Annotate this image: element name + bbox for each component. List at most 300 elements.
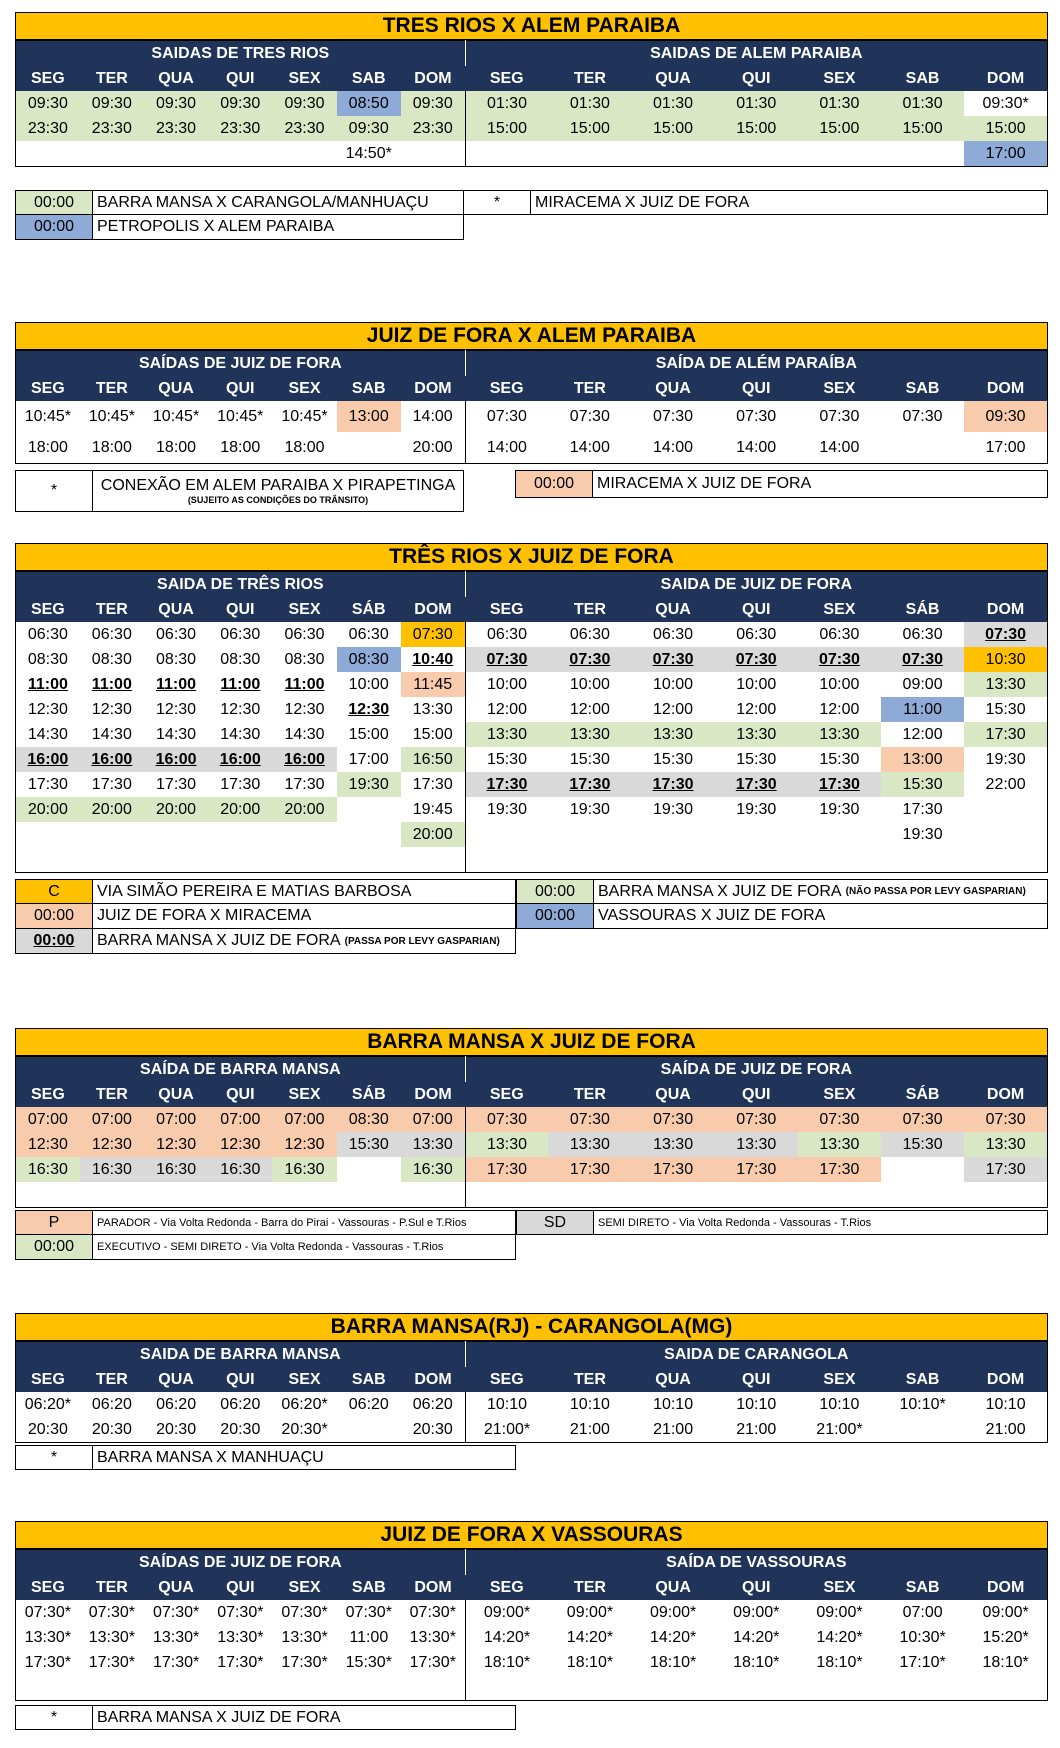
weekday-header: DOM	[964, 376, 1047, 401]
departure-time-cell: 12:30	[91, 700, 132, 718]
weekday-header: SEX	[798, 1082, 881, 1107]
departure-time-cell: 08:30	[220, 650, 261, 668]
departure-time-cell	[881, 847, 964, 873]
departure-time-cell: 13:30*	[409, 1628, 456, 1646]
departure-time-cell: 15:30	[465, 747, 548, 772]
weekday-header: TER	[80, 597, 144, 622]
departure-time-cell	[144, 1675, 208, 1701]
departure-time-cell: 18:10*	[733, 1653, 780, 1671]
legend-label: EXECUTIVO - SEMI DIRETO - Via Volta Redonda - Vassouras - T.Rios	[97, 1241, 444, 1253]
timetable	[15, 40, 1048, 167]
departure-time-cell: 17:30	[465, 1157, 548, 1182]
legend	[15, 470, 464, 512]
departure-time-cell: 10:45*	[24, 407, 71, 425]
legend-text	[93, 1211, 515, 1234]
departure-time-cell: 16:30	[208, 1157, 272, 1182]
departure-time-cell	[465, 1182, 548, 1208]
departure-time-cell	[715, 141, 798, 167]
departure-time-cell: 09:30	[80, 91, 144, 116]
departure-time-cell: 17:30	[548, 1157, 631, 1182]
legend-row	[15, 470, 464, 512]
departure-time-cell: 19:30	[465, 797, 548, 822]
weekday-header: SEG	[465, 1575, 548, 1600]
weekday-header: DOM	[964, 597, 1047, 622]
departure-time-cell: 13:30*	[281, 1628, 328, 1646]
departure-time-cell: 12:00	[569, 700, 610, 718]
departure-time-cell: 16:50	[401, 747, 465, 772]
legend-text: BARRA MANSA X MANHUAÇU	[97, 1448, 324, 1466]
weekday-header: DOM	[964, 1082, 1047, 1107]
table-row	[16, 1182, 1048, 1208]
departure-time-cell: 17:30	[220, 775, 261, 793]
departure-time-cell	[715, 847, 798, 873]
departure-time-cell: 07:30	[798, 1107, 881, 1132]
departure-time-cell	[401, 847, 465, 873]
departure-time-cell: 06:30	[819, 625, 860, 643]
departure-time-cell: 07:30	[736, 407, 777, 425]
table-row	[16, 1107, 1048, 1132]
departure-time-cell: 06:30	[569, 625, 610, 643]
table-row	[16, 747, 1048, 772]
legend-row	[464, 190, 1048, 215]
departure-time-cell: 09:00*	[566, 1603, 614, 1621]
departure-time-cell: 10:00	[569, 675, 610, 693]
weekday-header: QUA	[144, 1367, 208, 1392]
departure-time-cell: 18:00	[91, 438, 132, 456]
departure-time-cell: 15:30*	[345, 1653, 392, 1671]
departure-time-cell: 06:30	[220, 625, 261, 643]
weekday-header: SEX	[272, 1082, 336, 1107]
departure-time-cell	[272, 1675, 336, 1701]
table-row	[16, 116, 1048, 141]
section-title: JUIZ DE FORA X ALEM PARAIBA	[15, 322, 1048, 350]
departure-time-cell: 09:00*	[649, 1603, 697, 1621]
legend-row	[516, 1210, 1048, 1235]
departure-time-cell: 21:00	[653, 1420, 694, 1438]
weekday-header: SAB	[881, 1575, 964, 1600]
weekday-header: QUI	[208, 66, 272, 91]
direction-header-row	[16, 41, 1048, 67]
departure-time-cell	[337, 1417, 401, 1443]
timetable	[15, 571, 1048, 873]
weekday-header: DOM	[964, 1575, 1047, 1600]
departure-time-cell: 17:30	[715, 772, 798, 797]
legend-row	[15, 1445, 516, 1470]
weekday-header: SEG	[16, 376, 80, 401]
legend-label: VASSOURAS X JUIZ DE FORA	[598, 907, 826, 924]
schedule-tres-rios-juiz-de-fora	[15, 543, 1048, 873]
departure-time-cell: 17:00	[348, 750, 389, 768]
departure-time-cell	[272, 822, 336, 847]
departure-time-cell	[401, 141, 465, 167]
departure-time-cell: 11:00	[881, 697, 964, 722]
departure-time-cell: 10:45*	[217, 407, 264, 425]
legend-text	[93, 929, 515, 953]
weekday-header: QUI	[715, 1367, 798, 1392]
legend	[516, 1210, 1048, 1235]
departure-time-cell: 16:30	[144, 1157, 208, 1182]
departure-time-cell: 17:30*	[88, 1653, 135, 1671]
departure-time-cell	[272, 847, 336, 873]
departure-time-cell: 06:30	[91, 625, 132, 643]
weekday-header: TER	[548, 597, 631, 622]
weekday-header: QUI	[715, 66, 798, 91]
weekday-header: QUA	[631, 597, 714, 622]
departure-time-cell: 21:00*	[465, 1417, 548, 1443]
legend-text	[93, 904, 515, 928]
table-row	[16, 141, 1048, 167]
departure-time-cell: 07:00	[16, 1107, 80, 1132]
departure-time-cell: 17:30	[632, 1157, 715, 1182]
departure-time-cell: 16:00	[144, 747, 208, 772]
departure-time-cell: 14:00	[569, 438, 610, 456]
weekday-header-row	[16, 376, 1048, 401]
table-row	[16, 672, 1048, 697]
section-title: JUIZ DE FORA X VASSOURAS	[15, 1521, 1048, 1549]
departure-time-cell	[548, 847, 631, 873]
weekday-header: SÁB	[881, 597, 964, 622]
weekday-header: TER	[548, 376, 631, 401]
departure-time-cell: 06:30	[902, 625, 943, 643]
departure-time-cell	[631, 141, 714, 167]
departure-time-cell: 13:30	[548, 722, 631, 747]
weekday-header: SEG	[16, 1575, 80, 1600]
table-row	[16, 1157, 1048, 1182]
section-title: BARRA MANSA(RJ) - CARANGOLA(MG)	[15, 1313, 1048, 1341]
weekday-header: SAB	[881, 66, 964, 91]
departure-time-cell	[208, 1675, 272, 1701]
departure-time-cell: 13:30	[465, 1132, 548, 1157]
departure-time-cell: 20:00	[80, 797, 144, 822]
table-row	[16, 822, 1048, 847]
departure-time-cell: 10:00	[348, 675, 389, 693]
departure-time-cell: 17:30	[798, 772, 881, 797]
departure-time-cell	[337, 1182, 401, 1208]
departure-time-cell: 14:20*	[566, 1628, 614, 1646]
departure-time-cell: 17:30*	[281, 1653, 328, 1671]
weekday-header: SEX	[272, 376, 336, 401]
legend-text	[93, 880, 515, 903]
departure-time-cell: 08:50	[337, 91, 401, 116]
departure-time-cell: 07:00	[80, 1107, 144, 1132]
departure-time-cell: 01:30	[881, 91, 964, 116]
weekday-header: SEG	[465, 597, 548, 622]
departure-time-cell	[465, 1675, 548, 1701]
departure-time-cell: 01:30	[631, 91, 714, 116]
departure-time-cell	[715, 822, 798, 847]
departure-time-cell: 01:30	[465, 91, 548, 116]
departure-time-cell: 09:30	[964, 401, 1047, 432]
departure-time-cell	[80, 141, 144, 167]
departure-time-cell: 12:00	[819, 700, 860, 718]
departure-time-cell: 15:30	[819, 750, 860, 768]
departure-time-cell	[80, 1675, 144, 1701]
departure-time-cell: 17:00	[964, 141, 1047, 167]
departure-time-cell	[465, 822, 548, 847]
departure-time-cell: 01:30	[798, 91, 881, 116]
departure-time-cell: 06:30	[284, 625, 325, 643]
departure-time-cell: 06:30	[156, 625, 197, 643]
weekday-header: SEX	[272, 1367, 336, 1392]
weekday-header: QUA	[632, 1367, 715, 1392]
departure-time-cell: 07:30*	[152, 1603, 200, 1621]
weekday-header: SAB	[337, 1575, 401, 1600]
left-direction-header: SAIDA DE BARRA MANSA	[16, 1342, 466, 1368]
departure-time-cell: 06:20*	[24, 1395, 71, 1413]
weekday-header: SEG	[465, 1367, 548, 1392]
legend-key: 00:00	[16, 1235, 93, 1259]
legend-key: P	[16, 1211, 93, 1234]
weekday-header: SEX	[272, 1575, 336, 1600]
table-row	[16, 772, 1048, 797]
departure-time-cell: 17:30	[91, 775, 132, 793]
legend-row	[15, 1210, 516, 1235]
weekday-header-row	[16, 1082, 1048, 1107]
departure-time-cell: 10:45*	[281, 407, 328, 425]
departure-time-cell: 12:30	[348, 700, 390, 718]
departure-time-cell: 10:10	[465, 1392, 548, 1417]
departure-time-cell: 12:30	[80, 1132, 144, 1157]
departure-time-cell	[964, 1675, 1047, 1701]
departure-time-cell: 07:00	[902, 1603, 943, 1621]
departure-time-cell	[881, 141, 964, 167]
departure-time-cell: 17:30*	[409, 1653, 456, 1671]
departure-time-cell: 16:30	[80, 1157, 144, 1182]
departure-time-cell: 14:30	[284, 725, 325, 743]
departure-time-cell	[16, 141, 80, 167]
departure-time-cell: 23:30	[208, 116, 272, 141]
table-row	[16, 1132, 1048, 1157]
weekday-header: SAB	[881, 1367, 964, 1392]
weekday-header: SEX	[798, 376, 881, 401]
departure-time-cell	[337, 1675, 401, 1701]
departure-time-cell: 09:30	[272, 91, 336, 116]
departure-time-cell: 18:10*	[982, 1653, 1029, 1671]
legend-row	[15, 904, 516, 929]
departure-time-cell: 19:30	[819, 800, 860, 818]
departure-time-cell: 19:30	[337, 772, 401, 797]
departure-time-cell: 11:00	[27, 675, 68, 693]
legend-row	[15, 929, 516, 954]
departure-time-cell	[80, 1182, 144, 1208]
departure-time-cell: 20:00	[144, 797, 208, 822]
weekday-header: SEX	[272, 66, 336, 91]
departure-time-cell: 13:30	[964, 672, 1047, 697]
legend-key: *	[16, 1446, 93, 1469]
legend-key: *	[16, 1706, 93, 1729]
departure-time-cell	[144, 822, 208, 847]
departure-time-cell: 15:30	[337, 1132, 401, 1157]
legend-key: 00:00	[16, 929, 93, 953]
departure-time-cell: 16:30	[16, 1157, 80, 1182]
departure-time-cell	[715, 1675, 798, 1701]
departure-time-cell: 11:00	[91, 675, 132, 693]
weekday-header: SAB	[337, 1367, 401, 1392]
departure-time-cell: 08:30	[337, 647, 401, 672]
weekday-header: SEG	[465, 66, 548, 91]
departure-time-cell: 14:20*	[649, 1628, 697, 1646]
legend-row	[516, 904, 1048, 929]
departure-time-cell: 17:10*	[899, 1653, 946, 1671]
departure-time-cell: 07:30	[548, 1107, 631, 1132]
departure-time-cell	[144, 1182, 208, 1208]
departure-time-cell: 10:10	[569, 1395, 610, 1413]
departure-time-cell: 23:30	[16, 116, 80, 141]
departure-time-cell	[337, 822, 401, 847]
departure-time-cell: 06:30	[736, 625, 777, 643]
departure-time-cell	[632, 1675, 715, 1701]
weekday-header: QUI	[208, 597, 272, 622]
weekday-header: SEG	[16, 66, 80, 91]
legend	[15, 1445, 516, 1470]
departure-time-cell: 16:30	[401, 1157, 465, 1182]
legend-row	[515, 470, 1048, 498]
departure-time-cell: 11:45	[401, 672, 465, 697]
weekday-header: SEG	[465, 376, 548, 401]
departure-time-cell: 01:30	[548, 91, 631, 116]
departure-time-cell: 17:30	[902, 800, 943, 818]
departure-time-cell: 15:20*	[982, 1628, 1029, 1646]
weekday-header: QUI	[715, 1082, 798, 1107]
legend-text	[93, 471, 463, 511]
departure-time-cell: 06:20	[220, 1395, 261, 1413]
departure-time-cell: 11:00	[284, 675, 325, 693]
departure-time-cell: 17:30	[964, 1157, 1047, 1182]
departure-time-cell	[881, 1417, 964, 1443]
weekday-header: TER	[548, 1082, 631, 1107]
departure-time-cell: 14:00	[736, 438, 777, 456]
left-direction-header: SAÍDAS DE JUIZ DE FORA	[16, 1550, 466, 1576]
departure-time-cell: 07:30*	[281, 1603, 328, 1621]
table-row	[16, 647, 1048, 672]
departure-time-cell	[272, 141, 336, 167]
departure-time-cell: 17:30	[27, 775, 68, 793]
table-row	[16, 622, 1048, 647]
departure-time-cell: 10:00	[736, 675, 777, 693]
departure-time-cell: 20:00	[412, 438, 453, 456]
departure-time-cell: 06:30	[653, 625, 694, 643]
weekday-header-row	[16, 1575, 1048, 1600]
departure-time-cell: 07:30*	[409, 1603, 456, 1621]
departure-time-cell: 13:30	[401, 1132, 465, 1157]
departure-time-cell	[632, 1182, 715, 1208]
legend-note: (NÃO PASSA POR LEVY GASPARIAN)	[845, 886, 1026, 897]
departure-time-cell: 13:30	[631, 722, 714, 747]
weekday-header: SEX	[798, 597, 881, 622]
legend-label: PARADOR - Via Volta Redonda - Barra do Pirai - Vassouras - P.Sul e T.Rios	[97, 1216, 467, 1229]
departure-time-cell: 10:00	[819, 675, 860, 693]
departure-time-cell: 06:30	[348, 625, 389, 643]
weekday-header: SEX	[798, 66, 881, 91]
departure-time-cell	[401, 1182, 465, 1208]
departure-time-cell: 22:00	[985, 775, 1026, 793]
departure-time-cell: 06:20	[348, 1395, 389, 1413]
departure-time-cell: 12:30	[284, 700, 325, 718]
departure-time-cell: 23:30	[144, 116, 208, 141]
departure-time-cell	[337, 432, 401, 464]
weekday-header: DOM	[401, 66, 465, 91]
legend-row	[15, 190, 464, 215]
departure-time-cell: 07:30	[401, 622, 465, 647]
departure-time-cell: 09:00*	[982, 1603, 1029, 1621]
legend-row	[15, 879, 516, 904]
departure-time-cell	[548, 1182, 631, 1208]
departure-time-cell: 13:30	[964, 1132, 1047, 1157]
weekday-header: TER	[548, 66, 631, 91]
departure-time-cell: 07:00	[272, 1107, 336, 1132]
departure-time-cell	[964, 1182, 1047, 1208]
departure-time-cell: 13:30	[715, 722, 798, 747]
departure-time-cell: 21:00	[736, 1420, 777, 1438]
weekday-header: DOM	[401, 597, 465, 622]
departure-time-cell: 13:30*	[217, 1628, 264, 1646]
departure-time-cell: 13:30*	[152, 1628, 200, 1646]
departure-time-cell	[465, 141, 548, 167]
departure-time-cell: 07:30	[631, 647, 714, 672]
departure-time-cell: 07:30	[964, 1107, 1047, 1132]
departure-time-cell: 10:30*	[899, 1628, 946, 1646]
legend-text	[594, 880, 1047, 903]
weekday-header: TER	[548, 1367, 631, 1392]
departure-time-cell: 15:30	[881, 772, 964, 797]
schedule-juiz-de-fora-vassouras	[15, 1521, 1048, 1701]
weekday-header-row	[16, 597, 1048, 622]
departure-time-cell: 10:00	[465, 672, 548, 697]
departure-time-cell: 18:00	[220, 438, 261, 456]
departure-time-cell: 13:30	[798, 1132, 881, 1157]
departure-time-cell: 14:20*	[816, 1628, 863, 1646]
departure-time-cell: 07:30	[465, 401, 548, 432]
departure-time-cell: 18:00	[156, 438, 197, 456]
direction-header-row	[16, 351, 1048, 377]
weekday-header: SAB	[337, 66, 401, 91]
departure-time-cell: 15:30	[985, 700, 1026, 718]
departure-time-cell: 06:20	[91, 1395, 132, 1413]
departure-time-cell: 23:30	[80, 116, 144, 141]
departure-time-cell	[964, 822, 1047, 847]
weekday-header: TER	[80, 376, 144, 401]
departure-time-cell	[208, 847, 272, 873]
departure-time-cell: 21:00	[569, 1420, 610, 1438]
direction-header-row	[16, 572, 1048, 598]
table-row	[16, 91, 1048, 116]
departure-time-cell: 18:10*	[566, 1653, 614, 1671]
departure-time-cell: 10:10*	[899, 1395, 946, 1413]
departure-time-cell: 17:30	[631, 772, 714, 797]
weekday-header: SÁB	[337, 597, 401, 622]
departure-time-cell: 14:00	[465, 432, 548, 464]
departure-time-cell: 07:00	[208, 1107, 272, 1132]
departure-time-cell	[881, 432, 964, 464]
timetable	[15, 1056, 1048, 1208]
departure-time-cell: 07:30	[632, 1107, 715, 1132]
legend-text: BARRA MANSA X JUIZ DE FORA	[97, 1708, 341, 1726]
departure-time-cell: 10:30	[964, 647, 1047, 672]
departure-time-cell: 17:30*	[217, 1653, 264, 1671]
departure-time-cell: 07:30	[548, 647, 631, 672]
departure-time-cell	[964, 847, 1047, 873]
departure-time-cell: 17:30	[156, 775, 197, 793]
legend-text: MIRACEMA X JUIZ DE FORA	[535, 193, 750, 211]
left-direction-header: SAIDAS DE TRES RIOS	[16, 41, 466, 67]
weekday-header: TER	[80, 1082, 144, 1107]
departure-time-cell: 07:00	[401, 1107, 465, 1132]
departure-time-cell: 10:10	[819, 1395, 860, 1413]
departure-time-cell: 21:00*	[816, 1420, 863, 1438]
legend	[15, 1210, 516, 1260]
right-direction-header: SAIDA DE CARANGOLA	[465, 1342, 1047, 1368]
departure-time-cell: 08:30	[337, 1107, 401, 1132]
